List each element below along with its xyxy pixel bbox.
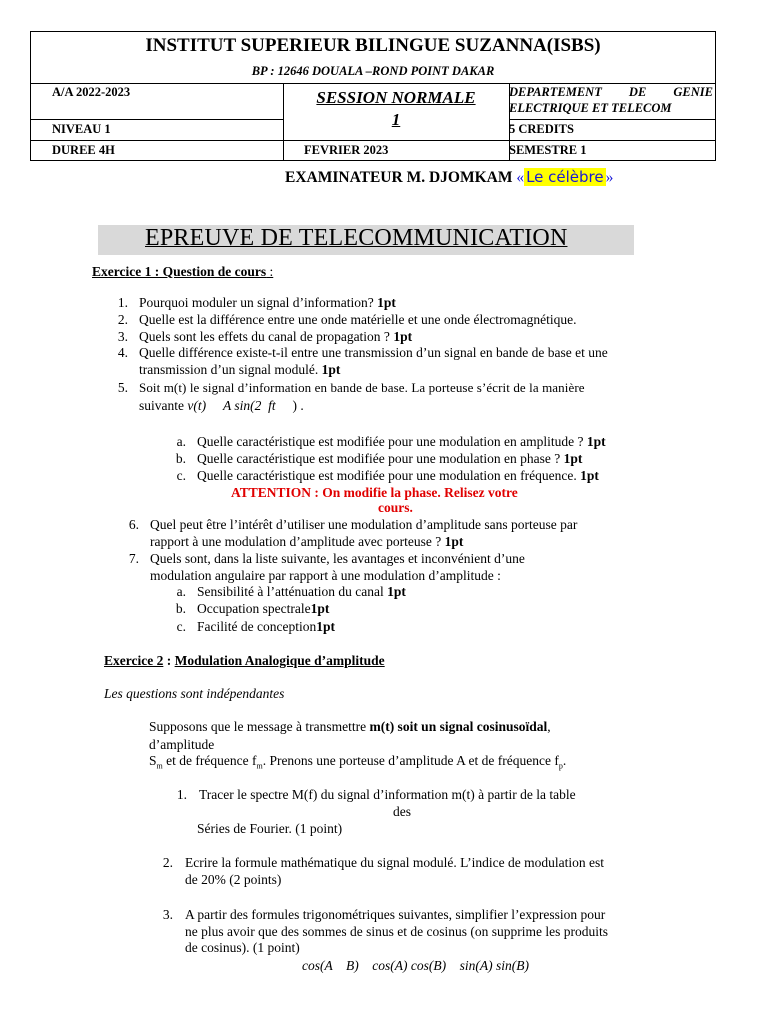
p1-a: Supposons que le message à transmettre <box>149 719 370 734</box>
q3-number: 3. <box>117 329 128 344</box>
divider <box>31 119 283 120</box>
close-quote: » <box>605 169 614 186</box>
q7c-text: Facilité de conception <box>197 619 317 634</box>
q6-points: 1pt <box>444 534 464 549</box>
q7a-text: Sensibilité à l’atténuation du canal <box>197 584 384 599</box>
institution-name: INSTITUT SUPERIEUR BILINGUE SUZANNA(ISBS) <box>145 35 601 56</box>
semester: SEMESTRE 1 <box>509 143 587 157</box>
trig-formula: cos(A B) cos(A) cos(B) sin(A) sin(B) <box>302 958 529 973</box>
q5-number: 5. <box>117 380 128 395</box>
p3-sub2: m <box>256 761 263 771</box>
exercise2-para-line3 <box>149 753 566 771</box>
p3-a: S <box>149 753 157 768</box>
item1-number: 1. <box>176 787 187 802</box>
item1-line1: Tracer le spectre M(f) du signal d’information m(t) à partir de la table <box>199 787 576 802</box>
item1-line3: Séries de Fourier. (1 point) <box>197 821 343 836</box>
q4-number: 4. <box>117 345 128 360</box>
q7c <box>197 619 335 635</box>
item2-number: 2. <box>162 855 173 870</box>
page-title: EPREUVE DE TELECOMMUNICATION <box>145 225 568 251</box>
q7-number: 7. <box>128 551 139 566</box>
q5a-number: a. <box>176 434 186 449</box>
item2-line2: de 20% (2 points) <box>185 872 282 887</box>
q5c-text: Quelle caractéristique est modifiée pour une modulation en fréquence. <box>197 468 577 483</box>
q1-points: 1pt <box>377 295 396 310</box>
item3-line3: de cosinus). (1 point) <box>185 940 300 955</box>
q7b <box>197 601 329 617</box>
carrier-formula-a: A sin(2 <box>222 398 262 413</box>
attention-note-line1: ATTENTION : On modifie la phase. Relisez votre <box>231 485 518 500</box>
open-quote: « <box>516 169 525 186</box>
carrier-formula-end: ) . <box>292 398 304 413</box>
q5a-text: Quelle caractéristique est modifiée pour une modulation en amplitude ? <box>197 434 584 449</box>
q5b-text: Quelle caractéristique est modifiée pour une modulation en phase ? <box>197 451 561 466</box>
q7c-points: 1pt <box>316 619 335 634</box>
exercise1-heading-text: Exercice 1 : Question de cours <box>92 264 267 279</box>
exercise2-intro: Les questions sont indépendantes <box>104 686 285 701</box>
q7a-number: a. <box>176 584 186 599</box>
carrier-formula-v: v(t) <box>187 398 207 413</box>
q1-number: 1. <box>117 295 128 310</box>
q7a <box>197 584 406 600</box>
q5b <box>197 451 582 467</box>
p1-c: , <box>547 719 551 734</box>
q5-line2-text: suivante <box>139 398 184 413</box>
q2-text: Quelle est la différence entre une onde matérielle et une onde électromagnétique. <box>139 312 577 327</box>
q3-points: 1pt <box>393 329 413 344</box>
q7b-number: b. <box>175 601 186 616</box>
q5c-number: c. <box>176 468 186 483</box>
item2-line1: Ecrire la formule mathématique du signal modulé. L’indice de modulation est <box>185 855 605 870</box>
q3 <box>139 329 412 345</box>
department: DEPARTEMENT DE GENIE ELECTRIQUE ET TELECOM <box>509 85 713 115</box>
institution-address: BP : 12646 DOUALA –ROND POINT DAKAR <box>251 64 495 78</box>
item3-line1: A partir des formules trigonométriques suivantes, simplifier l’expression pour <box>185 907 606 922</box>
header-table <box>30 31 716 161</box>
p3-b: et de fréquence f <box>162 753 257 768</box>
carrier-formula-ft: ft <box>268 398 276 413</box>
level: NIVEAU 1 <box>52 122 111 136</box>
session-label <box>283 87 509 131</box>
q6-number: 6. <box>128 517 139 532</box>
q1 <box>139 295 396 311</box>
q7c-number: c. <box>176 619 186 634</box>
item1-line2: des <box>393 804 411 819</box>
q5a <box>197 434 606 450</box>
academic-year: A/A 2022-2023 <box>52 85 131 99</box>
p1-b: m(t) soit un signal cosinusoïdal <box>369 719 548 734</box>
q5-line1: Soit m(t) le signal d’information en bande de base. La porteuse s’écrit de la manière <box>139 380 585 395</box>
q7a-points: 1pt <box>387 584 406 599</box>
session-line2: 1 <box>391 110 401 129</box>
item3-number: 3. <box>162 907 173 922</box>
q5a-points: 1pt <box>586 434 606 449</box>
exercise1-heading <box>92 264 273 280</box>
q3-text: Quels sont les effets du canal de propagation ? <box>139 329 390 344</box>
exercise2-para-line2: d’amplitude <box>149 737 215 752</box>
q5b-number: b. <box>175 451 186 466</box>
p3-sub3: p <box>558 761 563 771</box>
exercise2-para-line1 <box>149 719 551 735</box>
q2 <box>139 312 577 328</box>
divider <box>31 140 715 141</box>
divider <box>509 119 715 120</box>
q7-line2: modulation angulaire par rapport à une modulation d’amplitude : <box>150 568 501 583</box>
credits: 5 CREDITS <box>509 122 574 136</box>
session-line1: SESSION NORMALE <box>316 88 476 107</box>
exercise1-heading-colon: : <box>266 264 274 279</box>
q6-line2-text: rapport à une modulation d’amplitude avec porteuse ? <box>150 534 442 549</box>
exercise2-heading-title: Modulation Analogique d’amplitude <box>174 653 385 668</box>
exercise2-heading-sep: : <box>163 653 175 668</box>
p3-sub: m <box>156 761 163 771</box>
p3-d: . <box>562 753 567 768</box>
examiner-nickname: Le célèbre <box>526 168 604 186</box>
q4-points: 1pt <box>321 362 341 377</box>
q7b-text: Occupation spectrale <box>197 601 311 616</box>
q5c <box>197 468 599 484</box>
q7b-points: 1pt <box>310 601 330 616</box>
q2-number: 2. <box>117 312 128 327</box>
title-banner <box>98 225 634 255</box>
p3-c: . Prenons une porteuse d’amplitude A et de fréquence f <box>262 753 559 768</box>
q5-line2 <box>139 398 304 414</box>
q4-line2 <box>139 362 340 378</box>
duration: DUREE 4H <box>52 143 115 157</box>
item3-line2: ne plus avoir que des sommes de sinus et de cosinus (on supprime les produits <box>185 924 608 939</box>
examiner-line <box>285 168 613 187</box>
q6-line2 <box>150 534 463 550</box>
q7-line1: Quels sont, dans la liste suivante, les avantages et inconvénient d’une <box>150 551 525 566</box>
attention-note-line2: cours. <box>378 500 413 515</box>
q4-line1: Quelle différence existe-t-il entre une transmission d’un signal en bande de base et une <box>139 345 608 360</box>
examiner-label: EXAMINATEUR M. DJOMKAM <box>285 169 513 186</box>
q5c-points: 1pt <box>580 468 599 483</box>
exam-date: FEVRIER 2023 <box>304 143 389 157</box>
q1-text: Pourquoi moduler un signal d’information? <box>139 295 374 310</box>
q6-line1: Quel peut être l’intérêt d’utiliser une modulation d’amplitude sans porteuse par <box>150 517 578 532</box>
exercise2-heading <box>104 653 385 669</box>
exercise2-heading-number: Exercice 2 <box>104 653 164 668</box>
q4-line2-text: transmission d’un signal modulé. <box>139 362 319 377</box>
q5b-points: 1pt <box>563 451 583 466</box>
